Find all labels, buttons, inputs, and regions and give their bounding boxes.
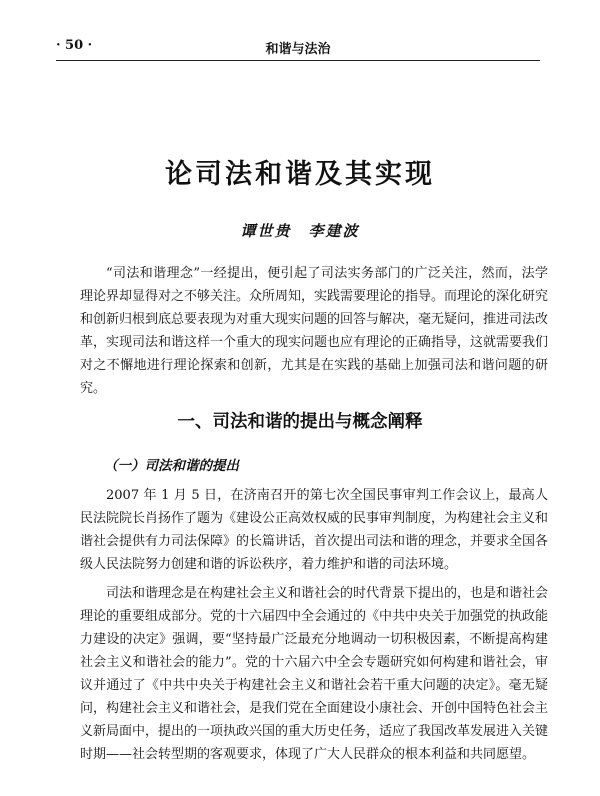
body-paragraph-1: 2007 年 1 月 5 日，在济南召开的第七次全国民事审判工作会议上，最高人民法院院长肖扬作了题为《建设公正高效权威的民事审判制度，为构建社会主义和谐社会提供有力司法保障》的长篇讲话，首次提出司法和谐的理念，并要求全国各级人民法院努力创建和谐的诉讼秩序，着力维护和谐的司法环境。 <box>80 488 549 572</box>
subsection-heading: （一）司法和谐的提出 <box>104 458 239 474</box>
article-authors: 谭世贵 李建波 <box>240 222 360 240</box>
running-header <box>56 36 540 61</box>
body-paragraph-2: 司法和谐理念是在构建社会主义和谐社会的时代背景下提出的，也是和谐社会理论的重要组成部分。党的十六届四中全会通过的《中共中央关于加强党的执政能力建设的决定》强调，要“坚持最广泛最充分地调动一切积极因素，不断提高构建社会主义和谐社会的能力”。党的十六届六中全会专题研究如何构建和谐社会，审议并通过了《中共中央关于构建社会主义和谐社会若干重大问题的决定》。毫无疑问，构建社会主义和谐社会，是我们党在全面建设小康社会、开创中国特色社会主义新局面中，提出的一项执政兴国的重大历史任务，适应了我国改革发展进入关键时期——社会转型期的客观要求，体现了广大人民群众的根本利益和共同愿望。 <box>80 586 549 762</box>
page-number: · 50 · <box>56 38 93 53</box>
running-title: 和谐与法治 <box>265 42 331 57</box>
intro-paragraph: “司法和谐理念”一经提出，便引起了司法实务部门的广泛关注，然而，法学理论界却显得对之不够关注。众所周知，实践需要理论的指导。而理论的深化研究和创新归根到底总要表现为对重大现实问题的回答与解决，毫无疑问，推进司法改革，实现司法和谐这样一个重大的现实问题也应有理论的正确指导，这就需要我们对之不懈地进行理论探索和创新，尤其是在实践的基础上加强司法和谐问题的研究。 <box>80 266 549 396</box>
article-title: 论司法和谐及其实现 <box>165 159 435 190</box>
section-heading: 一、司法和谐的提出与概念阐释 <box>177 412 423 432</box>
